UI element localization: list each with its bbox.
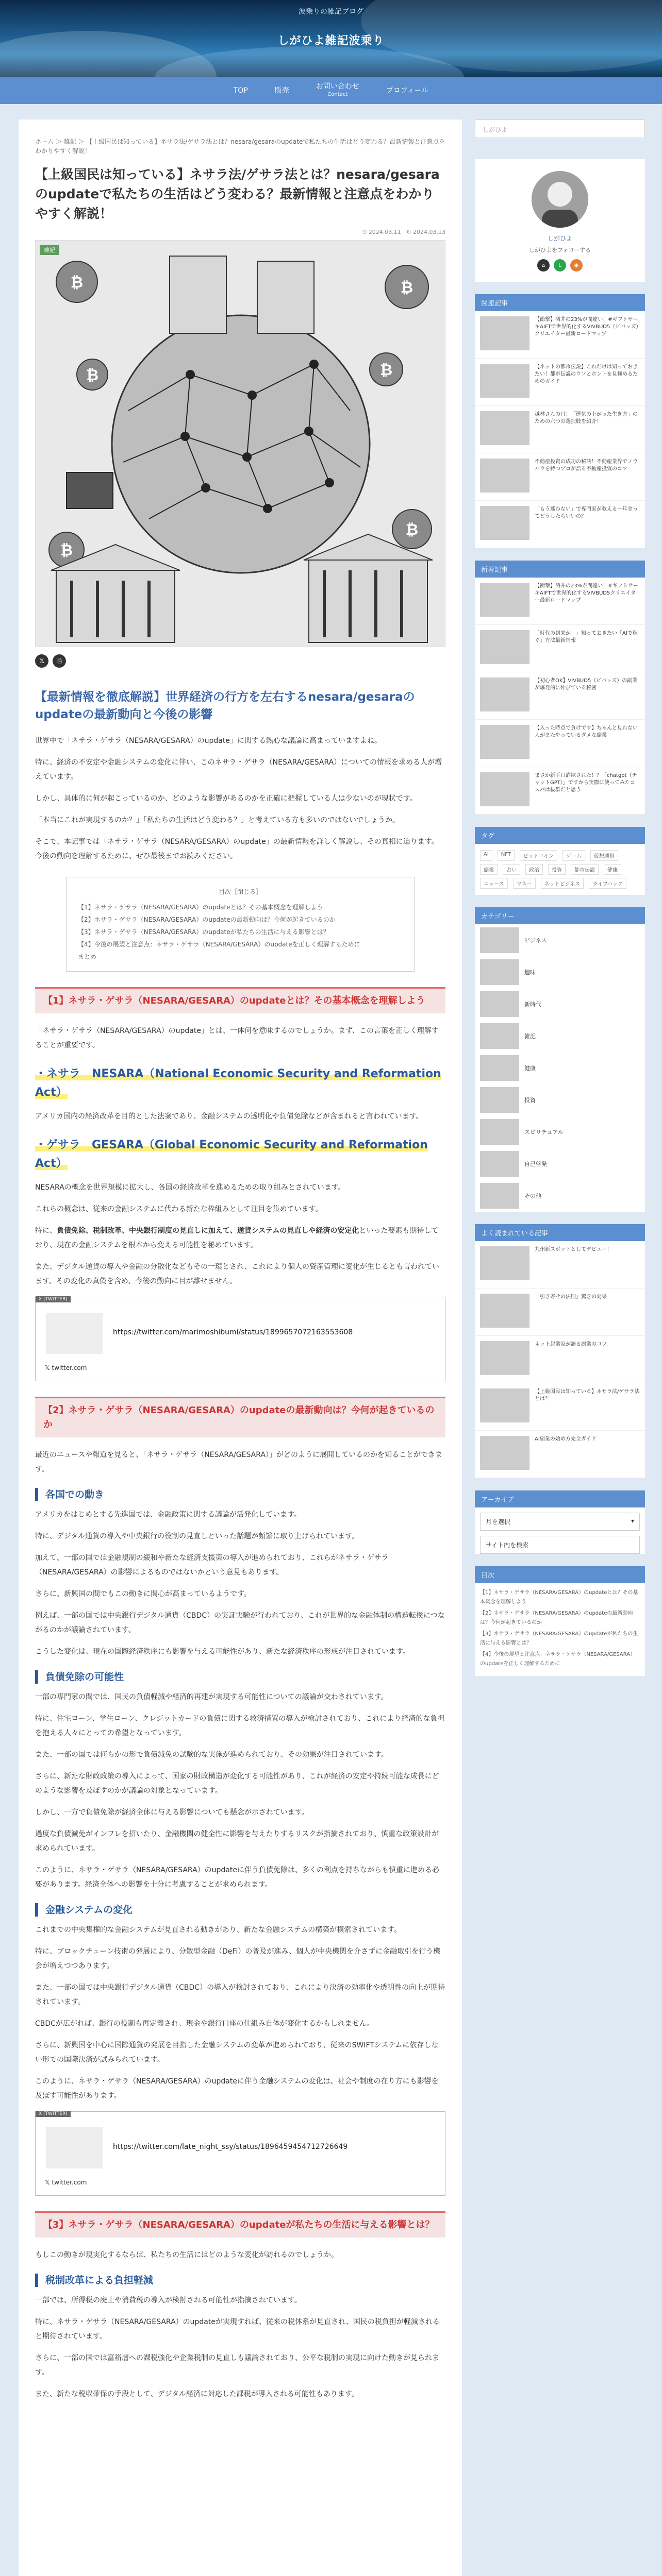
section-paragraph: 「ネサラ・ゲサラ（NESARA/GESARA）のupdate」とは、一体何を意味するのでしょうか。まず、この言葉を正しく理解することが重要です。: [35, 1027, 439, 1049]
article-thumbnail: [480, 630, 529, 664]
card-url[interactable]: https://twitter.com/marimoshibumi/status/1899657072163553608: [113, 1328, 353, 1336]
article-link[interactable]: 【ネットの都市伝説】これだけは知っておきたい！都市伝説のウソとホントを見極めるためのガイド: [535, 364, 638, 384]
article-thumbnail: [480, 364, 529, 398]
list-item[interactable]: [475, 1336, 645, 1383]
category-label[interactable]: ビジネス: [524, 937, 547, 944]
tag-link[interactable]: 占い: [503, 864, 520, 875]
rss-icon[interactable]: ◉: [570, 259, 583, 272]
tag-link[interactable]: ビットコイン: [520, 850, 557, 861]
toc-item[interactable]: 【3】ネサラ・ゲサラ（NESARA/GESARA）のupdateが私たちの生活に与える影響とは？: [78, 928, 329, 936]
section-paragraph: こうした変化は、現在の国際経済秩序にも影響を与える可能性があり、新たな経済秩序の形成が注目されています。: [35, 1648, 410, 1656]
nav-item-sales[interactable]: [261, 87, 303, 95]
category-item[interactable]: [475, 1148, 645, 1180]
x-share-icon[interactable]: 𝕏: [35, 654, 48, 668]
chevron-down-icon: ▾: [631, 1517, 634, 1524]
category-item[interactable]: [475, 1052, 645, 1084]
article-link[interactable]: 【上級国民は知っている】ネサラ法/ゲサラ法とは？: [535, 1389, 640, 1402]
follow-icons: [475, 259, 645, 272]
embed-card[interactable]: [35, 2111, 445, 2196]
article-thumbnail: [480, 316, 529, 350]
category-label[interactable]: 新時代: [524, 1001, 541, 1008]
article-link[interactable]: 九州新スポットとしてデビュー！: [535, 1247, 612, 1252]
card-domain-text: twitter.com: [52, 2179, 87, 2186]
section-paragraph: このように、ネサラ・ゲサラ（NESARA/GESARA）のupdateに伴う負債免除は、多くの利点を持ちながらも慎重に進める必要があります。経済全体への影響を十分に考慮することが求められます。: [35, 1866, 439, 1889]
subheading: 負債免除の可能性: [35, 1670, 445, 1684]
nav-sublabel: Contact: [327, 92, 348, 97]
toc-item[interactable]: 【4】今後の展望と注意点：ネサラ・ゲサラ（NESARA/GESARA）のupdateを正しく理解するために: [480, 1652, 636, 1667]
nesara-heading: ・ネサラ NESARA（National Economic Security and Reformation Act）: [35, 1067, 441, 1099]
profile-name[interactable]: しがひよ: [547, 235, 572, 242]
category-item[interactable]: [475, 1084, 645, 1116]
card-thumbnail: [46, 2127, 103, 2168]
article-link[interactable]: 不動産投資の成功の秘訣！不動産業界でノウハウを持つプロが語る不動産投資のコツ: [535, 459, 638, 472]
category-item[interactable]: [475, 1116, 645, 1148]
section-paragraph: 例えば、一部の国では中央銀行デジタル通貨（CBDC）の実証実験が行われており、これが世界的な金融体制の構造転換につながるのかが議論されています。: [35, 1612, 445, 1634]
toc-item[interactable]: 【1】ネサラ・ゲサラ（NESARA/GESARA）のupdateとは？その基本概念を理解しよう: [480, 1590, 638, 1605]
category-label[interactable]: スピリチュアル: [524, 1129, 564, 1136]
section-paragraph: 特に、ネサラ・ゲサラ（NESARA/GESARA）のupdateが実現すれば、従来の税体系が見直され、国民の税負担が軽減されると期待されています。: [35, 2318, 440, 2341]
article-thumbnail: [480, 677, 529, 711]
archive-select[interactable]: [480, 1513, 640, 1531]
widget-heading: 関連記事: [475, 294, 645, 311]
nav-item-contact[interactable]: [303, 82, 373, 99]
article-link[interactable]: 【衝撃】酒井の23%が間違い！#ギフトサーキAIFTで世界的化するVIVBUD5（ビバッズ）クリエイター最新ロードマップ: [535, 317, 639, 337]
list-item[interactable]: [475, 1383, 645, 1431]
list-item[interactable]: [475, 453, 645, 501]
tag-link[interactable]: 政治: [525, 864, 543, 875]
widget-heading: 新着記事: [475, 561, 645, 578]
section-paragraph: 加えて、一部の国では金融規制の緩和や新たな経済支援策の導入が進められており、これらがネサラ・ゲサラ（NESARA/GESARA）の影響によるものではないかという意見もあります。: [35, 1554, 389, 1577]
intro-paragraph: そこで、本記事では「ネサラ・ゲサラ（NESARA/GESARA）のupdate」の最新情報を詳しく解説し、その真相に迫ります。今後の動向を理解するために、ぜひ最後までお読みください。: [35, 838, 439, 860]
section-paragraph: 特に、ブロックチェーン技術の発展により、分散型金融（DeFi）の普及が進み、個人が中央機関を介さずに金融取引を行う機会が増えつつあります。: [35, 1947, 441, 1970]
intro-heading: 【最新情報を徹底解説】世界経済の行方を左右するnesara/gesaraのupdateの最新動向と今後の影響: [35, 690, 415, 721]
categories: [475, 907, 645, 1212]
article-thumbnail: [480, 411, 529, 445]
tag-link[interactable]: 投資: [548, 864, 566, 875]
widget-heading: アーカイブ: [475, 1490, 645, 1507]
breadcrumb[interactable]: ホーム ＞ 雑記 ＞ 【上級国民は知っている】ネサラ法/ゲサラ法とは？nesara/gesaraのupdateで私たちの生活はどう変わる？最新情報と注意点をわかりやすく解説！: [35, 138, 445, 155]
archive-widget: [475, 1490, 645, 1554]
tag-link[interactable]: マネー: [513, 878, 536, 889]
tag-link[interactable]: 仮想通貨: [590, 850, 618, 861]
section-heading-1: 【1】ネサラ・ゲサラ（NESARA/GESARA）のupdateとは？その基本概念を理解しよう: [35, 987, 445, 1013]
tag-link[interactable]: 健康: [604, 864, 621, 875]
toc-item[interactable]: 【3】ネサラ・ゲサラ（NESARA/GESARA）のupdateが私たちの生活に与える影響とは？: [480, 1631, 638, 1646]
article-thumbnail: [480, 1341, 529, 1375]
card-domain: [45, 1364, 87, 1371]
nav-label: プロフィール: [386, 87, 429, 95]
section-paragraph: さらに、新たな財政政策の導入によって、国家の財政構造が変化する可能性があり、これが経済の安定や持続可能な成長にどのような影響を及ぼすのかが議論の対象となっています。: [35, 1772, 439, 1795]
share-buttons: [35, 654, 445, 668]
article-link[interactable]: 【初心者OK】VIVBUD5（ビバッズ）の副業が爆発的に伸びている秘密: [535, 678, 638, 691]
article-thumbnail: [480, 1294, 529, 1328]
tag-link[interactable]: ゲーム: [562, 850, 585, 861]
global-nav: [0, 77, 662, 104]
category-thumbnail: [480, 1087, 519, 1113]
section-paragraph: もしこの動きが現実化するならば、私たちの生活にはどのような変化が訪れるのでしょうか。: [35, 2251, 338, 2259]
category-item[interactable]: [475, 1180, 645, 1212]
nav-label: 販売: [274, 87, 289, 95]
widget-heading: カテゴリー: [475, 907, 645, 924]
site-header: [0, 0, 662, 77]
list-item[interactable]: [475, 578, 645, 625]
card-domain: [45, 2179, 87, 2186]
category-thumbnail: [480, 991, 519, 1017]
date-updated: 2024.03.13: [413, 229, 445, 235]
article-link[interactable]: 越林さんの月！「運気の上がった生き方」のための六つの選択肢を紹介！: [535, 412, 638, 425]
intro-paragraph: 世界中で「ネサラ・ゲサラ（NESARA/GESARA）のupdate」に関する熱心な議論に高まっていますよね。: [35, 737, 382, 745]
toc-item[interactable]: 【1】ネサラ・ゲサラ（NESARA/GESARA）のupdateとは？その基本概念を理解しよう: [78, 904, 323, 911]
nav-label: お問い合わせ: [316, 82, 359, 91]
gesara-heading: ・ゲサラ GESARA（Global Economic Security and Reformation Act）: [35, 1139, 428, 1170]
svg-text:₿: ₿: [405, 521, 419, 539]
category-label[interactable]: 自己啓発: [524, 1161, 547, 1167]
x-logo-icon: 𝕏: [45, 2179, 52, 2186]
nav-label: TOP: [233, 87, 248, 95]
section-paragraph: さらに、新興国の間でもこの動きに関心が高まっているようです。: [35, 1590, 251, 1598]
follow-label: しがひよをフォローする: [529, 247, 591, 253]
article-thumbnail: [480, 1436, 529, 1470]
category-item[interactable]: [475, 988, 645, 1020]
svg-text:₿: ₿: [60, 541, 73, 560]
category-badge[interactable]: 雑記: [40, 245, 59, 255]
subheading: 金融システムの変化: [35, 1903, 445, 1917]
article-thumbnail: [480, 1246, 529, 1280]
article-link[interactable]: AI副業の始め方完全ガイド: [535, 1436, 597, 1442]
section-paragraph: また、新たな税収確保の手段として、デジタル経済に対応した課税が導入される可能性もあります。: [35, 2390, 359, 2398]
list-item[interactable]: [475, 672, 645, 720]
search-input[interactable]: しがひよ: [475, 120, 645, 138]
site-search-input[interactable]: サイト内を検索: [480, 1536, 640, 1554]
nav-item-top[interactable]: [220, 87, 261, 95]
article-thumbnail: [480, 506, 529, 540]
line-icon[interactable]: L: [554, 259, 566, 272]
list-item[interactable]: [475, 625, 645, 672]
new-articles: [475, 561, 645, 815]
svg-text:₿: ₿: [379, 361, 393, 379]
list-item[interactable]: [475, 1289, 645, 1336]
category-label[interactable]: その他: [524, 1193, 541, 1199]
popular-articles: [475, 1224, 645, 1478]
sidebar-toc: [475, 1566, 645, 1676]
category-thumbnail: [480, 1151, 519, 1177]
tag-cloud: [475, 827, 645, 895]
section-paragraph: また、デジタル通貨の導入や金融の分散化などもその一環とされ、これにより個人の資産管理に変化が生じるとも言われています。その変化の真偽を含め、今後の動向に目が離せません。: [35, 1263, 439, 1285]
tag-link[interactable]: AI: [480, 850, 492, 861]
article-thumbnail: [480, 459, 529, 493]
intro-paragraph: 「本当にこれが実現するのか？」「私たちの生活はどう変わる？」と考えている方も多いのではないでしょうか。: [35, 816, 400, 824]
tag-link[interactable]: ライフハック: [589, 878, 626, 889]
section-paragraph: [35, 1224, 445, 1252]
list-item[interactable]: [475, 311, 645, 359]
card-tag: X (TWITTER): [36, 2111, 71, 2117]
tag-link[interactable]: ニュース: [480, 878, 508, 889]
eyecatch-illustration: [36, 241, 445, 647]
toc-item[interactable]: まとめ: [78, 953, 97, 960]
section-paragraph: CBDCが広がれば、銀行の役割も再定義され、現金や銀行口座の仕組み自体が変化するかもしれません。: [35, 2020, 374, 2028]
avatar-illustration: [532, 171, 588, 228]
section-paragraph: これまでの中央集権的な金融システムが見直される動きがあり、新たな金融システムの構築が模索されています。: [35, 1926, 402, 1934]
avatar: [532, 171, 588, 228]
list-item[interactable]: [475, 767, 645, 815]
article-link[interactable]: 「引き寄せの法則」驚きの効果: [535, 1294, 607, 1300]
article-dates: [35, 229, 445, 236]
section-paragraph: 最近のニュースや報道を見ると、「ネサラ・ゲサラ（NESARA/GESARA）」がどのように展開しているのかを知ることができます。: [35, 1451, 442, 1473]
article-link[interactable]: 【衝撃】酒井の23%が間違い！#ギフトサーキAIFTで世界的化するVIVBUD5クリエイター最新ロードマップ: [535, 583, 638, 603]
section-paragraph: しかし、一方で負債免除が経済全体に与える影響についても懸念が示されています。: [35, 1808, 309, 1817]
home-icon[interactable]: ⌂: [537, 259, 550, 272]
site-description: 波乗りの雑記ブログ: [299, 8, 363, 16]
list-item[interactable]: [475, 1241, 645, 1289]
tag-link[interactable]: ネットビジネス: [541, 878, 584, 889]
section-paragraph: このように、ネサラ・ゲサラ（NESARA/GESARA）のupdateに伴う金融システムの変化は、社会や制度の在り方にも影響を及ぼす可能性があります。: [35, 2077, 439, 2100]
category-thumbnail: [480, 927, 519, 953]
date-published: 2024.03.11: [368, 229, 401, 235]
bold-text: 負債免除、税制改革、中央銀行制度の見直しに加えて、通貨システムの見直しや経済の安定化: [57, 1227, 359, 1235]
card-domain-text: twitter.com: [52, 1364, 87, 1371]
article-link[interactable]: まさか新手口詐欺された！？「chatgpt（チャットGPT）」ですから実際に使ってみたコスパは抜群だと思う: [535, 773, 637, 793]
widget-heading: タグ: [475, 827, 645, 844]
tag-link[interactable]: 副業: [480, 864, 498, 875]
card-thumbnail: [46, 1313, 103, 1354]
nav-item-profile[interactable]: [373, 87, 442, 95]
category-thumbnail: [480, 1023, 519, 1049]
list-item[interactable]: [475, 1431, 645, 1478]
table-of-contents: [66, 877, 415, 972]
related-articles: [475, 294, 645, 548]
toc-title[interactable]: 目次［閉じる］: [218, 888, 262, 895]
category-label[interactable]: 趣味: [524, 969, 536, 976]
section-paragraph: さらに、新興国を中心に国際通貨の発展を目指した金融システムの変革が進められており、従来のSWIFTシステムに依存しない形での国際決済が試みられています。: [35, 2041, 439, 2064]
site-title[interactable]: しがひよ雑記波乗り: [277, 35, 385, 47]
toc-item[interactable]: 【2】ネサラ・ゲサラ（NESARA/GESARA）のupdateの最新動向は？今何が起きているのか: [480, 1611, 633, 1625]
article-thumbnail: [480, 725, 529, 759]
list-item[interactable]: [475, 359, 645, 406]
eyecatch-image: [35, 240, 445, 647]
card-url[interactable]: https://twitter.com/late_night_ssy/status/1896459454712726649: [113, 2143, 348, 2151]
article-link[interactable]: 「時代の到来か！」知っておきたい「AIで稼ぐ」方法最新情報: [535, 631, 638, 643]
clock-icon: ⏱: [362, 229, 367, 235]
category-label[interactable]: 雑記: [524, 1033, 536, 1040]
article-thumbnail: [480, 772, 529, 806]
category-thumbnail: [480, 959, 519, 985]
category-thumbnail: [480, 1055, 519, 1081]
link-copy-icon[interactable]: ⎘: [53, 654, 66, 668]
category-item[interactable]: [475, 956, 645, 988]
widget-heading: 目次: [475, 1566, 645, 1583]
category-label[interactable]: 健康: [524, 1065, 536, 1072]
svg-text:₿: ₿: [400, 279, 413, 297]
article-link[interactable]: 【入った時点で負けです】ちゃんと見れない人がまたやっているダメな副業: [535, 725, 638, 738]
category-thumbnail: [480, 1183, 519, 1209]
sidebar: [475, 120, 645, 1688]
nesara-paragraph: アメリカ国内の経済改革を目的とした法案であり、金融システムの透明化や負債免除などが含まれると言われています。: [35, 1112, 423, 1121]
section-heading-2: 【2】ネサラ・ゲサラ（NESARA/GESARA）のupdateの最新動向は？今何が起きているのか: [35, 1397, 445, 1437]
embed-card[interactable]: [35, 1297, 445, 1381]
list-item[interactable]: [475, 406, 645, 453]
article-title: 【上級国民は知っている】ネサラ法/ゲサラ法とは？nesara/gesaraのupdateで私たちの生活はどう変わる？最新情報と注意点をわかりやすく解説！: [35, 167, 440, 221]
section-heading-3: 【3】ネサラ・ゲサラ（NESARA/GESARA）のupdateが私たちの生活に与える影響とは？: [35, 2211, 445, 2238]
section-paragraph: 一部の専門家の間では、国民の負債軽減や経済的再建が実現する可能性についての議論が交わされています。: [35, 1693, 388, 1701]
article-link[interactable]: 「もう迷わない」で専門家が教える〜年金ってどうしたらいいの？: [535, 506, 638, 519]
main-content: [19, 120, 462, 2576]
tag-link[interactable]: 都市伝説: [571, 864, 599, 875]
list-item[interactable]: [475, 720, 645, 767]
subheading: 税制改革による負担軽減: [35, 2274, 445, 2287]
section-paragraph: 特に、デジタル通貨の導入や中央銀行の役割の見直しといった話題が頻繁に取り上げられています。: [35, 1532, 359, 1540]
category-item[interactable]: [475, 1020, 645, 1052]
article-thumbnail: [480, 1388, 529, 1422]
toc-item[interactable]: 【4】今後の展望と注意点：ネサラ・ゲサラ（NESARA/GESARA）のupdateを正しく理解するために: [78, 941, 360, 948]
subheading: 各国での動き: [35, 1488, 445, 1501]
profile-box: [475, 159, 645, 282]
gesara-paragraph: NESARAの概念を世界規模に拡大し、各国の経済改革を進めるための取り組みとされています。: [35, 1183, 345, 1192]
toc-item[interactable]: 【2】ネサラ・ゲサラ（NESARA/GESARA）のupdateの最新動向は？今何が起きているのか: [78, 916, 336, 923]
intro-paragraph: 特に、経済の不安定や金融システムの変化に伴い、このネサラ・ゲサラ（NESARA/GESARA）についての情報を求める人が増えています。: [35, 758, 442, 781]
widget-heading: よく読まれている記事: [475, 1224, 645, 1241]
svg-text:₿: ₿: [70, 274, 84, 292]
section-paragraph: 一部では、所得税の廃止や消費税の導入が検討される可能性が指摘されています。: [35, 2296, 302, 2304]
category-item[interactable]: [475, 924, 645, 956]
article-link[interactable]: ネット起業家が語る副業のコツ: [535, 1342, 607, 1347]
refresh-icon: ↻: [406, 229, 411, 235]
tag-link[interactable]: NFT: [498, 850, 515, 861]
x-logo-icon: 𝕏: [45, 1364, 52, 1371]
section-paragraph: 特に、住宅ローン、学生ローン、クレジットカードの負債に関する救済措置の導入が検討されており、これにより経済的な負担を抱える人々にとっての希望となっています。: [35, 1715, 445, 1737]
category-label[interactable]: 投資: [524, 1097, 536, 1104]
section-paragraph: さらに、一部の国では富裕層への課税強化や企業税制の見直しも議論されており、公平な税制の実現に向けた動きが見られます。: [35, 2354, 439, 2377]
text-fragment: といった要素も期待しており、現在の金融システムを根本から変える可能性を秘めています。: [35, 1227, 439, 1249]
intro-paragraph: しかし、具体的に何が起こっているのか、どのような影響があるのかを正確に把握している人は少ないのが現状です。: [35, 794, 417, 803]
archive-select-label: 月を選択: [486, 1518, 511, 1526]
text-fragment: 特に、: [35, 1227, 57, 1235]
section-paragraph: これらの概念は、従来の金融システムに代わる新たな枠組みとして注目を集めています。: [35, 1205, 323, 1213]
section-paragraph: また、一部の国では何らかの形で負債減免の試験的な実施が進められており、その効果が注目されています。: [35, 1751, 388, 1759]
article-thumbnail: [480, 583, 529, 617]
section-paragraph: アメリカをはじめとする先進国では、金融政策に関する議論が活発化しています。: [35, 1511, 301, 1519]
section-paragraph: また、一部の国では中央銀行デジタル通貨（CBDC）の導入が検討されており、これにより決済の効率化や透明性の向上が期待されています。: [35, 1984, 445, 2006]
list-item[interactable]: [475, 501, 645, 548]
category-thumbnail: [480, 1119, 519, 1145]
card-tag: X (TWITTER): [36, 1296, 71, 1302]
section-paragraph: 過度な負債減免がインフレを招いたり、金融機関の健全性に影響を与えたりするリスクが指摘されており、慎重な政策設計が求められています。: [35, 1830, 439, 1853]
svg-text:₿: ₿: [86, 366, 99, 384]
